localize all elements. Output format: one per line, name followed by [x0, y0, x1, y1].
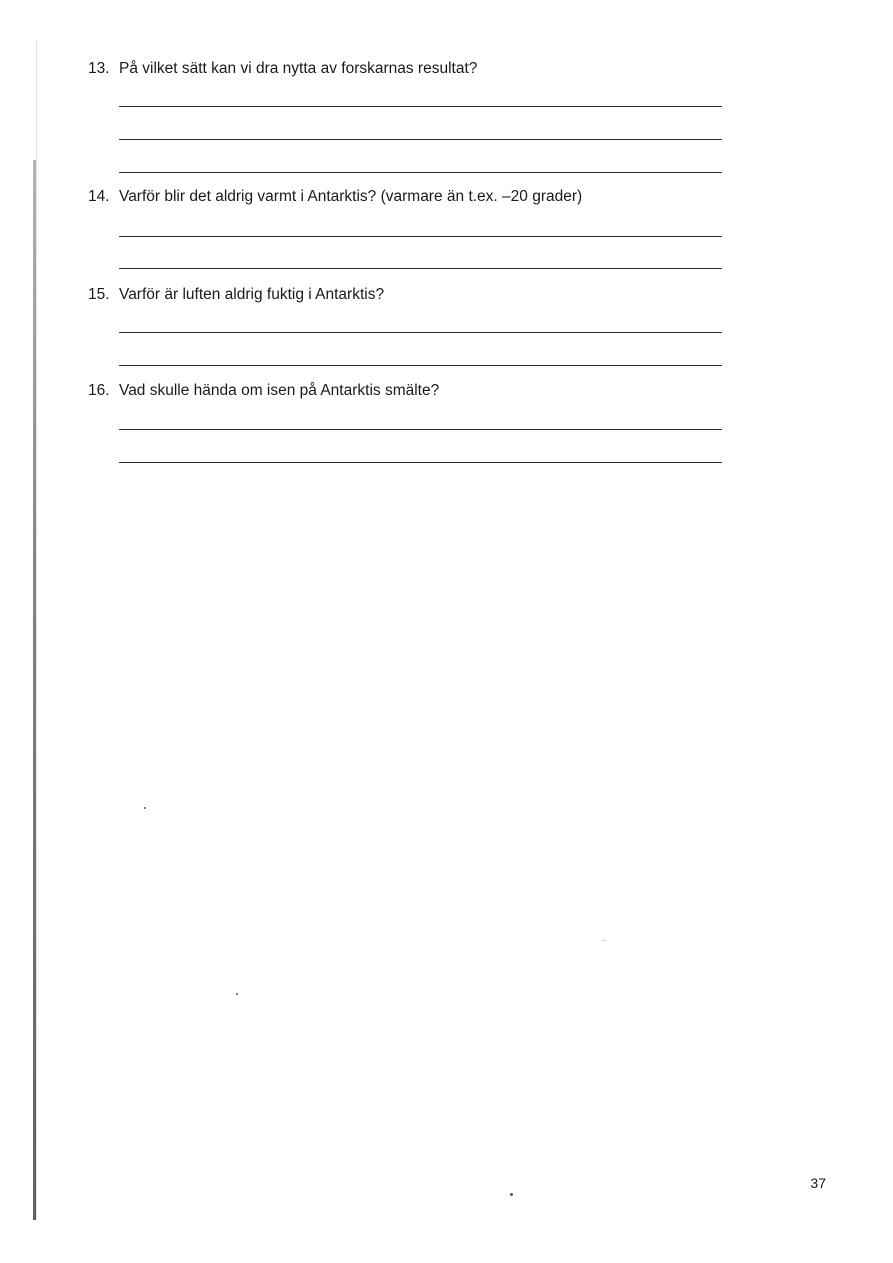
answer-line-13-2[interactable]: [119, 139, 722, 140]
answer-line-15-2[interactable]: [119, 365, 722, 366]
question-15: [88, 285, 384, 305]
scan-speck: [144, 807, 146, 809]
question-16: [88, 381, 439, 401]
answer-line-16-2[interactable]: [119, 462, 722, 463]
answer-line-13-1[interactable]: [119, 106, 722, 107]
answer-line-14-2[interactable]: [119, 268, 722, 269]
question-14: [88, 187, 582, 207]
binding-edge: [33, 160, 36, 1220]
question-13: [88, 59, 477, 79]
answer-line-15-1[interactable]: [119, 332, 722, 333]
scan-speck: [510, 1193, 513, 1196]
scan-speck: [236, 993, 238, 995]
question-text: Vad skulle hända om isen på Antarktis smälte?: [119, 382, 440, 399]
question-number: 13.: [88, 60, 110, 77]
answer-line-13-3[interactable]: [119, 172, 722, 173]
scan-speck: [604, 940, 605, 941]
scan-edge-shadow: [36, 40, 37, 1220]
question-text: Varför är luften aldrig fuktig i Antarktis?: [119, 286, 385, 303]
answer-line-14-1[interactable]: [119, 236, 722, 237]
question-number: 16.: [88, 382, 110, 399]
question-text: På vilket sätt kan vi dra nytta av forskarnas resultat?: [119, 60, 478, 77]
question-number: 15.: [88, 286, 110, 303]
question-text: Varför blir det aldrig varmt i Antarktis? (varmare än t.ex. –20 grader): [119, 188, 583, 205]
question-number: 14.: [88, 188, 110, 205]
answer-line-16-1[interactable]: [119, 429, 722, 430]
page-number: 37: [810, 1175, 826, 1191]
